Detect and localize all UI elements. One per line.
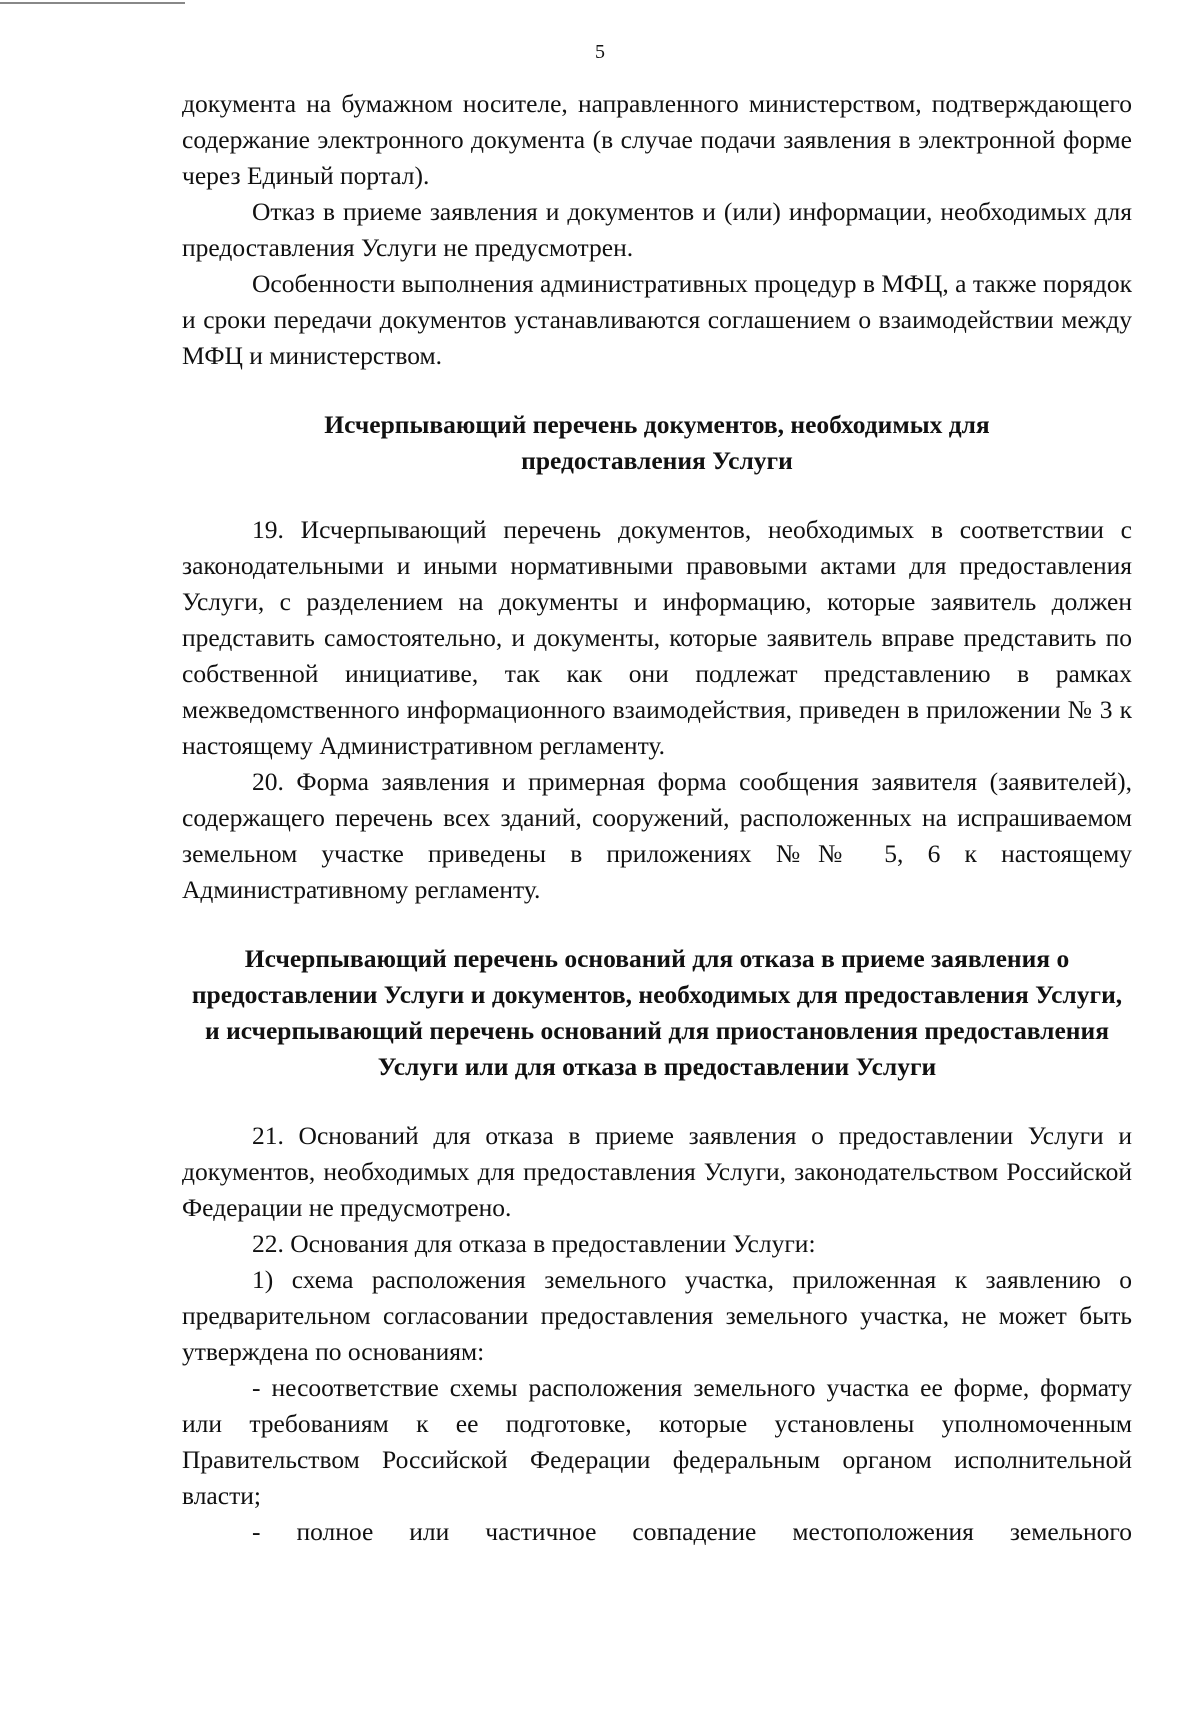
document-body	[182, 86, 1132, 1550]
paragraph-refusal-not-provided: Отказ в приеме заявления и документов и (или) информации, необходимых для предоставления Услуги не предусмотрен.	[182, 197, 1132, 262]
section-heading-refusal-grounds: Исчерпывающий перечень оснований для отказа в приеме заявления о предоставлении Услуги и документов, необходимых для предоставления Услуги, и исчерпывающий перечень оснований для приостановления предоставления Услуги или для отказа в предоставлении Услуги	[191, 944, 1123, 1081]
paragraph-item-22: 22. Основания для отказа в предоставлении Услуги:	[252, 1229, 816, 1258]
paragraph-item-19: 19. Исчерпывающий перечень документов, необходимых в соответствии с законодательными и иными нормативными правовыми актами для предоставления Услуги, с разделением на документы и информацию, которые заявитель должен представить самостоятельно, и документы, которые заявитель вправе представить по собственной инициативе, так как они подлежат представлению в рамках межведомственного информационного взаимодействия, приведен в приложении № 3 к настоящему Административном регламенту.	[182, 515, 1132, 760]
paragraph-dash-item-location-overlap: - полное или частичное совпадение местоположения земельного	[252, 1517, 1132, 1546]
paragraph-item-21: 21. Оснований для отказа в приеме заявления о предоставлении Услуги и документов, необходимых для предоставления Услуги, законодательством Российской Федерации не предусмотрено.	[182, 1121, 1132, 1222]
paragraph-dash-item-scheme-mismatch: - несоответствие схемы расположения земельного участка ее форме, формату или требованиям к ее подготовке, которые установлены уполномоченным Правительством Российской Федерации федеральным органом исполнительной власти;	[182, 1373, 1132, 1510]
paragraph-item-20: 20. Форма заявления и примерная форма сообщения заявителя (заявителей), содержащего перечень всех зданий, сооружений, расположенных на испрашиваемом земельном участке приведены в приложениях №№ 5, 6 к настоящему Административному регламенту.	[182, 767, 1132, 904]
scan-edge-line	[0, 2, 185, 4]
page-number: 5	[595, 41, 605, 63]
paragraph-continuation: документа на бумажном носителе, направленного министерством, подтверждающего содержание электронного документа (в случае подачи заявления в электронной форме через Единый портал).	[182, 89, 1132, 190]
section-heading-documents-list: Исчерпывающий перечень документов, необходимых для предоставления Услуги	[324, 410, 990, 475]
paragraph-mfc-features: Особенности выполнения административных процедур в МФЦ, а также порядок и сроки передачи документов устанавливаются соглашением о взаимодействии между МФЦ и министерством.	[182, 269, 1132, 370]
paragraph-subitem-1: 1) схема расположения земельного участка, приложенная к заявлению о предварительном согласовании предоставления земельного участка, не может быть утверждена по основаниям:	[182, 1265, 1132, 1366]
